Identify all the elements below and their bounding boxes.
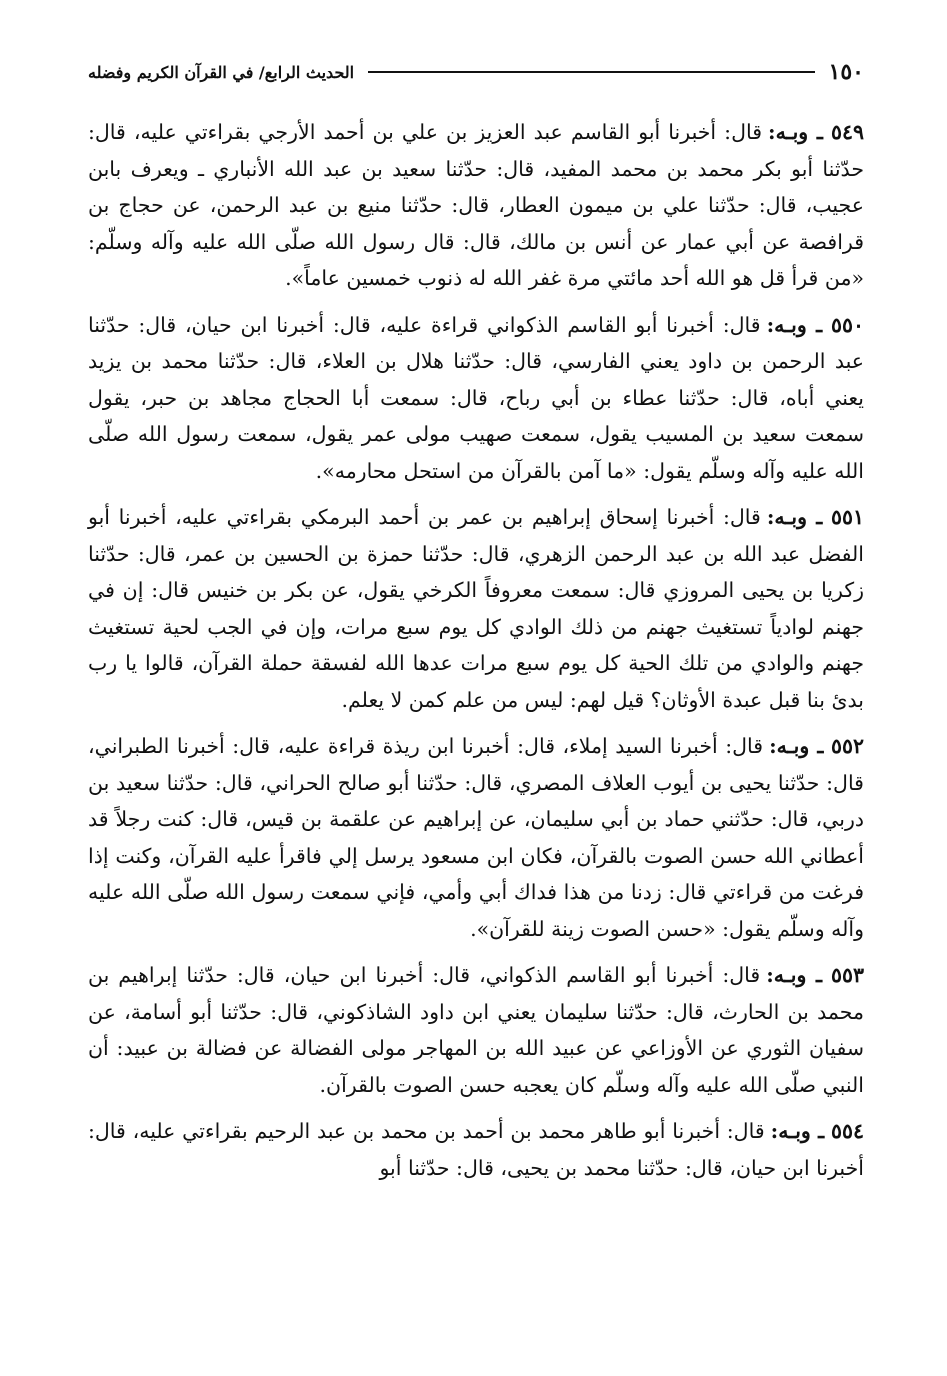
entry-number: ٥٥١	[830, 505, 865, 529]
entry-number: ٥٥٣	[830, 963, 864, 987]
hadith-entry-551	[88, 499, 864, 718]
entry-text: قال: أخبرنا إسحاق إبراهيم بن عمر بن أحمد البرمكي بقراءتي عليه، أخبرنا أبو الفضل عبد الله بن عبد الرحمن الزهري، قال: حدّثنا حمزة بن الحسين بن عمر، قال: حدّثنا زكريا بن يحيى المروزي قال: سمعت معروفاً الكرخي يقول، عن بكر بن خنيس قال: إن في جهنم لوادياً تستغيث جهنم من ذلك الوادي كل يوم سبع مرات، وإن في الجب لحية تستغيث جهنم والوادي من تلك الحية كل يوم سبع مرات عدها الله لفسقة حملة القرآن، قالوا يا رب بدئ بنا قبل عبدة الأوثان؟ قيل لهم: ليس من علم كمن لا يعلم.	[88, 505, 864, 712]
hadith-entry-552	[88, 728, 864, 947]
running-title: الحديث الرابع/ في القرآن الكريم وفضله	[88, 62, 355, 82]
entry-text: قال: أخبرنا أبو القاسم الذكواني، قال: أخبرنا ابن حيان، قال: حدّثنا إبراهيم بن محمد بن الحارث، قال: حدّثنا سليمان يعني ابن داود الشاذكوني، قال: حدّثنا أبو أسامة، عن سفيان الثوري عن الأوزاعي عن عبيد الله بن المهاجر مولى الفضالة عن فضالة بن عبيد: أن النبي صلّى الله عليه وآله وسلّم كان يعجبه حسن الصوت بالقرآن.	[88, 963, 864, 1097]
entry-number: ٥٥٢	[830, 734, 864, 758]
hadith-entry-553	[88, 957, 864, 1103]
page-header	[88, 54, 864, 90]
hadith-entry-549	[88, 114, 864, 297]
entry-wabihi: ـ وبـه:	[768, 120, 823, 144]
hadith-entry-554	[88, 1113, 864, 1186]
entry-number: ٥٤٩	[830, 120, 864, 144]
entry-number: ٥٥٤	[830, 1119, 864, 1143]
header-rule	[368, 71, 814, 73]
entry-wabihi: ـ وبـه:	[770, 1119, 825, 1143]
page-number: ١٥٠	[828, 59, 864, 85]
hadith-entry-550	[88, 307, 864, 490]
book-page	[88, 54, 864, 1196]
entry-wabihi: ـ وبـه:	[766, 963, 822, 987]
entry-text: قال: أخبرنا السيد إملاء، قال: أخبرنا ابن ريذة قراءة عليه، قال: أخبرنا الطبراني، قال: حدّثنا يحيى بن أيوب العلاف المصري، قال: حدّثنا أبو صالح الحراني، قال: حدّثنا سعيد بن دربي، قال: حدّثني حماد بن أبي سليمان، عن إبراهيم عن علقمة بن قيس، قال: كنت رجلاً قد أعطاني الله حسن الصوت بالقرآن، فكان ابن مسعود يرسل إلي فاقرأ عليه القرآن، وكنت إذا فرغت من قراءتي قال: زدنا من هذا فداك أبي وأمي، فإني سمعت رسول الله صلّى الله عليه وآله وسلّم يقول: «حسن الصوت زينة للقرآن».	[88, 734, 864, 941]
entry-text: قال: أخبرنا أبو القاسم الذكواني قراءة عليه، قال: أخبرنا ابن حيان، قال: حدّثنا عبد الرحمن بن داود يعني الفارسي، قال: حدّثنا هلال بن العلاء، قال: حدّثنا محمد بن يزيد يعني أباه، قال: حدّثنا عطاء بن أبي رباح، قال: سمعت أبا الحجاج مجاهد بن حبر، يقول سمعت سعيد بن المسيب يقول، سمعت صهيب مولى عمر يقول، سمعت رسول الله صلّى الله عليه وآله وسلّم يقول: «ما آمن بالقرآن من استحل محارمه».	[88, 312, 864, 483]
entry-wabihi: ـ وبـه:	[766, 505, 823, 529]
entry-number: ٥٥٠	[830, 312, 864, 337]
entry-wabihi: ـ وبـه:	[766, 312, 823, 337]
entry-text: قال: أخبرنا أبو القاسم عبد العزيز بن علي بن أحمد الأرجي بقراءتي عليه، قال: حدّثنا أبو بكر محمد بن محمد المفيد، قال: حدّثنا سعيد بن عبد الله الأنباري ـ ويعرف بابن عجيب، قال: حدّثنا علي بن ميمون العطار، قال: حدّثنا منيع بن عبد الرحمن، عن حجاج بن قرافصة عن أبي عمار عن أنس بن مالك، قال: قال رسول الله صلّى الله عليه وآله وسلّم: «من قرأ قل هو الله أحد مائتي مرة غفر الله له ذنوب خمسين عاماً».	[88, 120, 864, 290]
page-body	[88, 114, 864, 1186]
entry-text: قال: أخبرنا أبو طاهر محمد بن أحمد بن محمد بن عبد الرحيم بقراءتي عليه، قال: أخبرنا ابن حيان، قال: حدّثنا محمد بن يحيى، قال: حدّثنا أبو	[88, 1119, 864, 1180]
entry-wabihi: ـ وبـه:	[769, 734, 824, 758]
